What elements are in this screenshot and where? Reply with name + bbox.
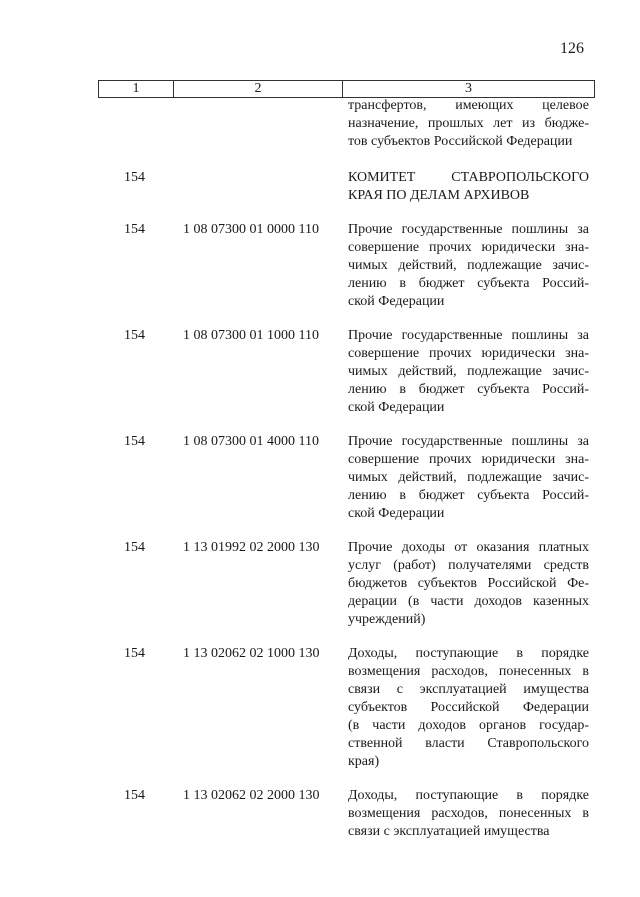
text-line: связи с эксплуатацией имущества (348, 824, 550, 839)
text-line: назначение, прошлых лет из бюдже- (348, 116, 589, 131)
text-line: субъектов Российской Федерации (348, 700, 589, 715)
text-line: тов субъектов Российской Федерации (348, 134, 573, 149)
income-description (348, 787, 589, 841)
table-row (0, 327, 640, 417)
row-spacer (0, 629, 640, 645)
continuation-row (0, 97, 640, 151)
text-line: ской Федерации (348, 400, 445, 415)
table-row (0, 169, 640, 205)
text-line: Прочие государственные пошлины за (348, 434, 589, 449)
text-line: услуг (работ) получателями средств (348, 558, 589, 573)
page-number: 126 (560, 40, 584, 57)
budget-classification-code: 1 13 02062 02 1000 130 (183, 646, 320, 661)
text-line: связи с эксплуатацией имущества (348, 682, 589, 697)
text-line: ской Федерации (348, 294, 445, 309)
text-line: чимых действий, подлежащие зачис- (348, 470, 589, 485)
admin-code: 154 (124, 434, 145, 449)
header-col-3: 3 (465, 81, 472, 96)
budget-classification-code: 1 08 07300 01 1000 110 (183, 328, 319, 343)
text-line: дерации (в части доходов казенных (348, 594, 589, 609)
text-line: Доходы, поступающие в порядке (348, 788, 589, 803)
text-line: (в части доходов органов государ- (348, 718, 589, 733)
text-line: КОМИТЕТ СТАВРОПОЛЬСКОГО (348, 170, 589, 185)
table-row (0, 433, 640, 523)
table-body (0, 97, 640, 841)
admin-code: 154 (124, 540, 145, 555)
row-spacer (0, 151, 640, 169)
admin-code: 154 (124, 222, 145, 237)
text-line: лению в бюджет субъекта Россий- (348, 382, 589, 397)
text-line: учреждений) (348, 612, 426, 627)
table-row (0, 539, 640, 629)
income-description (348, 433, 589, 523)
table-row (0, 221, 640, 311)
income-description (348, 221, 589, 311)
row-spacer (0, 523, 640, 539)
text-line: лению в бюджет субъекта Россий- (348, 488, 589, 503)
header-col-2: 2 (174, 81, 343, 97)
admin-code: 154 (124, 328, 145, 343)
text-line: лению в бюджет субъекта Россий- (348, 276, 589, 291)
table-row (0, 787, 640, 841)
text-line: Прочие государственные пошлины за (348, 328, 589, 343)
income-description (348, 539, 589, 629)
text-line: Прочие доходы от оказания платных (348, 540, 589, 555)
continuation-text (348, 97, 589, 151)
text-line: Доходы, поступающие в порядке (348, 646, 589, 661)
text-line: трансфертов, имеющих целевое (348, 98, 589, 113)
text-line: возмещения расходов, понесенных в (348, 806, 589, 821)
income-description (348, 169, 589, 205)
income-description (348, 645, 589, 771)
header-col-1: 1 (99, 81, 174, 97)
text-line: чимых действий, подлежащие зачис- (348, 258, 589, 273)
admin-code: 154 (124, 170, 145, 185)
budget-classification-code: 1 13 02062 02 2000 130 (183, 788, 320, 803)
table-row (0, 645, 640, 771)
text-line: бюджетов субъектов Российской Фе- (348, 576, 589, 591)
budget-classification-code: 1 13 01992 02 2000 130 (183, 540, 320, 555)
row-spacer (0, 771, 640, 787)
row-spacer (0, 311, 640, 327)
text-line: Прочие государственные пошлины за (348, 222, 589, 237)
budget-classification-code: 1 08 07300 01 4000 110 (183, 434, 319, 449)
text-line: совершение прочих юридически зна- (348, 346, 589, 361)
text-line: ской Федерации (348, 506, 445, 521)
text-line: чимых действий, подлежащие зачис- (348, 364, 589, 379)
text-line: края) (348, 754, 380, 769)
row-spacer (0, 417, 640, 433)
table-header (98, 80, 595, 98)
admin-code: 154 (124, 646, 145, 661)
income-description (348, 327, 589, 417)
text-line: совершение прочих юридически зна- (348, 452, 589, 467)
text-line: ственной власти Ставропольского (348, 736, 589, 751)
budget-classification-code: 1 08 07300 01 0000 110 (183, 222, 319, 237)
row-spacer (0, 205, 640, 221)
text-line: КРАЯ ПО ДЕЛАМ АРХИВОВ (348, 188, 530, 203)
text-line: совершение прочих юридически зна- (348, 240, 589, 255)
text-line: возмещения расходов, понесенных в (348, 664, 589, 679)
admin-code: 154 (124, 788, 145, 803)
